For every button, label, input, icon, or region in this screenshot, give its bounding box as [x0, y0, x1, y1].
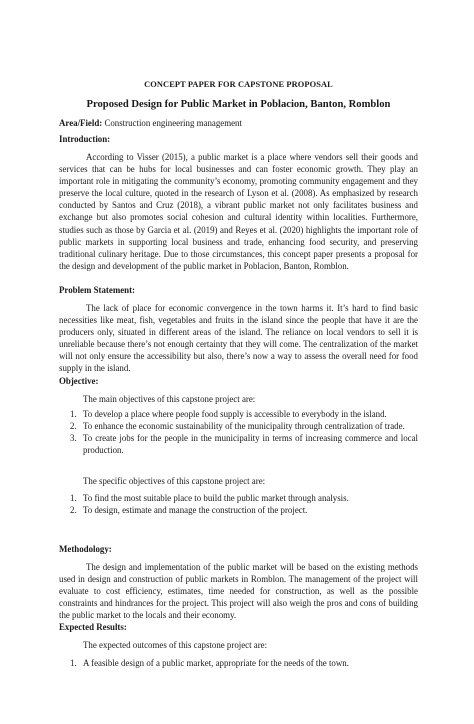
list-item-text: A feasible design of a public market, appropriate for the needs of the town.	[83, 658, 349, 669]
expected-results-list	[59, 639, 418, 669]
main-objectives-list	[59, 393, 418, 456]
list-item-number: 2.	[70, 421, 77, 432]
list-item-number: 3.	[70, 433, 77, 444]
list-item-number: 1.	[70, 493, 77, 504]
document-subtitle: Proposed Design for Public Market in Poblacion, Banton, Romblon	[86, 99, 391, 110]
list-item	[59, 432, 418, 456]
list-item-text: To design, estimate and manage the construction of the project.	[83, 505, 308, 516]
methodology-paragraph: The design and implementation of the public market will be based on the existing methods used in design and construction of public markets in Romblon. The management of the project will evaluate to cost efficiency, estimates, time needed for construction, as well as the possible constraints and hindrances for the project. This project will also weigh the pros and cons of building the public market to the locals and their economy.	[59, 562, 418, 621]
document-title: CONCEPT PAPER FOR CAPSTONE PROPOSAL	[144, 80, 333, 89]
list-item-text: To create jobs for the people in the municipality in terms of increasing commerce and local production.	[83, 433, 418, 456]
list-item-text: To find the most suitable place to build the public market through analysis.	[83, 493, 349, 504]
list-item	[59, 408, 418, 420]
list-item-text: To enhance the economic sustainability of the municipality through centralization of trade.	[83, 421, 405, 432]
list-item	[59, 492, 418, 504]
problem-statement-heading: Problem Statement:	[59, 285, 135, 295]
objective-heading: Objective:	[59, 376, 99, 386]
expected-results-lead: The expected outcomes of this capstone project are:	[83, 640, 268, 650]
list-item	[59, 657, 418, 669]
area-field-value: Construction engineering management	[104, 118, 242, 128]
problem-statement-paragraph: The lack of place for economic convergence in the town harms it. It’s hard to find basic necessities like meat, fish, vegetables and fruits in the island since the people that have it are the producers only, situated in different areas of the island. The reliance on local vendors to sell it is unreliable because there’s not enough certainty that they will come. The centralization of the market will not only ensure the accessibility but also, there’s now a way to assess the overall need for food supply in the island.	[59, 303, 418, 374]
main-objectives-lead: The main objectives of this capstone project are:	[83, 394, 256, 404]
list-item	[59, 420, 418, 432]
methodology-heading: Methodology:	[59, 544, 112, 554]
introduction-paragraph: According to Visser (2015), a public market is a place where vendors sell their goods and services that can be hubs for local businesses and can foster economic growth. They play an important role in mitigating the community’s economy, promoting community engagement and they preserve the local culture, quoted in the research of Lyson et al. (2008). As emphasized by research conducted by Santos and Cruz (2018), a vibrant public market not only facilitates business and exchange but also promotes social cohesion and cultural identity within localities. Furthermore, studies such as those by Garcia et al. (2019) and Reyes et al. (2020) highlights the important role of public markets in supporting local business and trade, enhancing food security, and preserving traditional culinary heritage. Due to those circumstances, this concept paper presents a proposal for the design and development of the public market in Poblacion, Banton, Romblon.	[59, 152, 418, 271]
list-item-number: 2.	[70, 505, 77, 516]
specific-objectives-list	[59, 475, 418, 516]
list-item-number: 1.	[70, 658, 77, 669]
list-item-number: 1.	[70, 409, 77, 420]
area-field-label: Area/Field:	[59, 118, 103, 128]
specific-objectives-lead: The specific objectives of this capstone project are:	[83, 476, 266, 486]
area-field	[59, 118, 418, 128]
list-item-text: To develop a place where people food supply is accessible to everybody in the island.	[83, 409, 387, 420]
expected-results-heading: Expected Results:	[59, 622, 127, 632]
list-item	[59, 504, 418, 516]
introduction-heading: Introduction:	[59, 134, 111, 144]
